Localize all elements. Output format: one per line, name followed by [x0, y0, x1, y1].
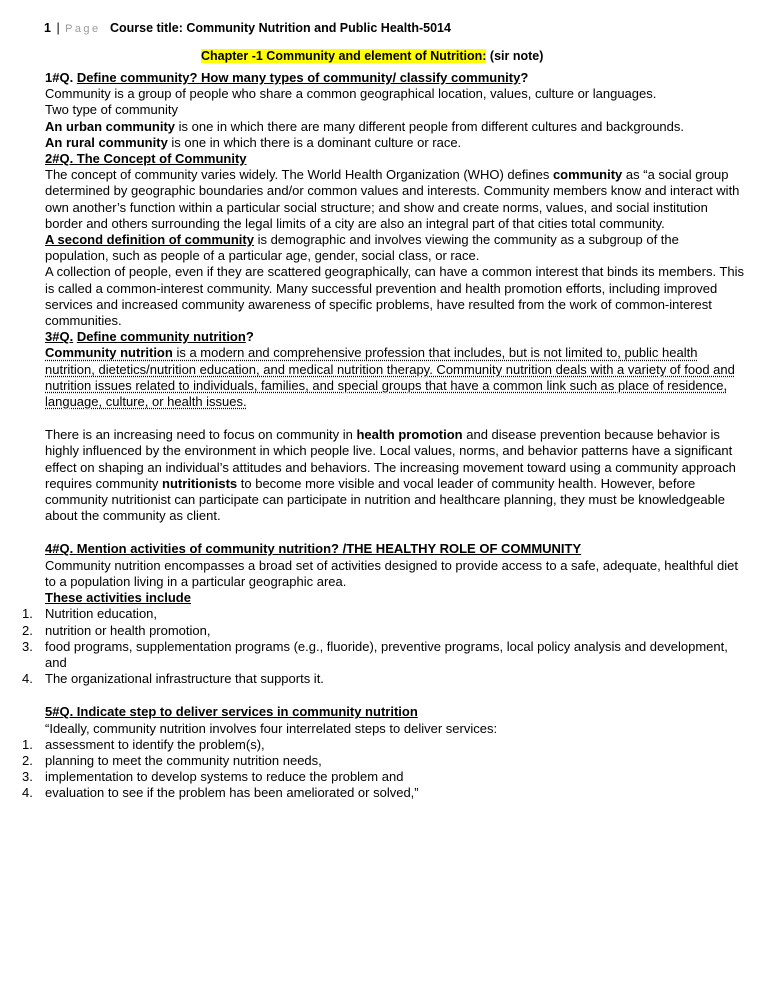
list-number: 1.	[22, 606, 33, 622]
q3-definition	[45, 345, 745, 410]
community-nutrition-text: is a modern and comprehensive profession that includes, but is not limited to, public health nutrition, dietetics/nutrition education, and medical nutrition therapy. Community nutrition deals with a variety of food and nutrition issues related to individuals, families, and special groups that have a common link such as place of residence, language, culture, or health issues.	[45, 345, 735, 410]
list-number: 3.	[22, 769, 33, 785]
second-definition-text: is demographic and involves viewing the community as a subgroup of the population, such as people of a particular age, gender, social class, or race.	[45, 232, 679, 264]
q3-paragraph-2	[45, 427, 745, 524]
community-nutrition-term: Community nutrition	[45, 345, 173, 361]
nutritionists-term: nutritionists	[162, 475, 238, 491]
health-promotion-term: health promotion	[356, 427, 463, 443]
page-number: 1	[44, 21, 51, 35]
urban-text: is one in which there are many different people from different cultures and backgrounds.	[175, 118, 684, 134]
list-number: 2.	[22, 752, 33, 768]
q2-p1-bold: community	[552, 167, 623, 183]
list-text: nutrition or health promotion,	[45, 622, 211, 638]
list-text: food programs, supplementation programs (e.g., fluoride), preventive programs, local policy analysis and development, and	[45, 638, 728, 670]
q4-heading: 4#Q. Mention activities of community nutrition? /THE HEALTHY ROLE OF COMMUNITY	[45, 541, 582, 557]
q2-paragraph-1	[45, 167, 745, 232]
list-item	[22, 606, 745, 622]
q4-activity-list	[22, 606, 745, 687]
list-item	[22, 638, 745, 671]
list-text: implementation to develop systems to reduce the problem and	[45, 769, 404, 785]
list-number: 1.	[22, 736, 33, 752]
list-item	[22, 671, 745, 687]
list-text: evaluation to see if the problem has been ameliorated or solved,”	[45, 785, 419, 801]
chapter-title	[201, 49, 543, 63]
q3-p2-c: to become more visible and vocal leader of community health. However, before community nutritionist can participate can participate in nutrition and healthcare planning, they must be knowledgeable about the community as client.	[45, 475, 726, 524]
list-text: assessment to identify the problem(s),	[45, 736, 265, 752]
spacer	[45, 524, 745, 541]
spacer	[45, 410, 745, 427]
chapter-note: (sir note)	[489, 49, 544, 63]
q4-subheading: These activities include	[45, 590, 191, 606]
list-item	[22, 769, 745, 785]
q5-paragraph-1: “Ideally, community nutrition involves four interrelated steps to deliver services:	[45, 720, 498, 736]
list-text: The organizational infrastructure that supports it.	[45, 671, 324, 687]
list-item	[22, 622, 745, 639]
list-number: 4.	[22, 671, 33, 687]
q3-question: Define community nutrition	[76, 329, 246, 345]
spacer	[45, 687, 745, 704]
q4-paragraph-1: Community nutrition encompasses a broad set of activities designed to provide access to a safe, adequate, healthful diet to a population living in a particular geographic area.	[45, 557, 739, 589]
page-header	[44, 21, 451, 35]
q1-urban	[45, 119, 745, 135]
list-item	[22, 752, 745, 769]
q3-number: 3#Q.	[45, 329, 74, 345]
q2-p1-b: as “a social group determined by geographic boundaries and/or common values and interests. Community members know and interact with own another’s function within a particular social structure; and show and create norms, values, and social institution border and others surrounding the legal limits of a city are also an integral part of that cities total community.	[45, 167, 740, 231]
q2-p1-a: The concept of community varies widely. The World Health Organization (WHO) defines	[45, 167, 553, 183]
q2-paragraph-2	[45, 232, 745, 264]
chapter-title-highlight: Chapter -1 Community and element of Nutrition:	[201, 49, 487, 63]
q3-p2-a: There is an increasing need to focus on community in	[45, 427, 357, 443]
second-definition-term: A second definition of community	[45, 232, 254, 248]
page-word: Page	[65, 23, 101, 35]
list-item	[22, 736, 745, 753]
q1-qmark: ?	[520, 70, 529, 85]
q3-heading	[45, 329, 745, 345]
list-text: planning to meet the community nutrition needs,	[45, 752, 322, 768]
q1-number: 1#Q.	[45, 70, 74, 85]
q3-p2-b: and disease prevention because behavior is highly influenced by the environment in which people live. Local values, norms, and behavior patterns have a significant effect on shaping an individual’s attitudes and behaviors. The increasing movement toward using a community approach requires community	[45, 427, 736, 491]
list-item	[22, 785, 745, 801]
list-number: 3.	[22, 638, 33, 654]
q1-paragraph-2: Two type of community	[45, 102, 178, 118]
rural-term: An rural community	[45, 134, 168, 150]
q5-heading: 5#Q. Indicate step to deliver services in community nutrition	[45, 704, 418, 720]
rural-text: is one in which there is a dominant culture or race.	[167, 134, 462, 150]
q1-question: Define community? How many types of community/ classify community	[76, 70, 521, 85]
document-body	[22, 70, 745, 802]
q1-heading	[45, 70, 745, 86]
q1-paragraph-1: Community is a group of people who share a common geographical location, values, culture or languages.	[45, 86, 657, 102]
header-separator: |	[56, 21, 60, 35]
q2-heading: 2#Q. The Concept of Community	[45, 151, 247, 167]
q1-rural	[45, 135, 745, 151]
urban-term: An urban community	[45, 118, 176, 134]
course-title: Course title: Community Nutrition and Public Health-5014	[109, 21, 451, 35]
list-number: 2.	[22, 622, 33, 638]
q5-steps-list	[22, 736, 745, 802]
q3-qmark: ?	[245, 329, 254, 345]
list-text: Nutrition education,	[45, 606, 158, 622]
q2-paragraph-3: A collection of people, even if they are scattered geographically, can have a common interest that binds its members. This is called a common-interest community. Many successful prevention and health promotion efforts, including improved services and increased community awareness of specific problems, have resulted from the work of common-interest communities.	[45, 264, 745, 329]
list-number: 4.	[22, 785, 33, 801]
